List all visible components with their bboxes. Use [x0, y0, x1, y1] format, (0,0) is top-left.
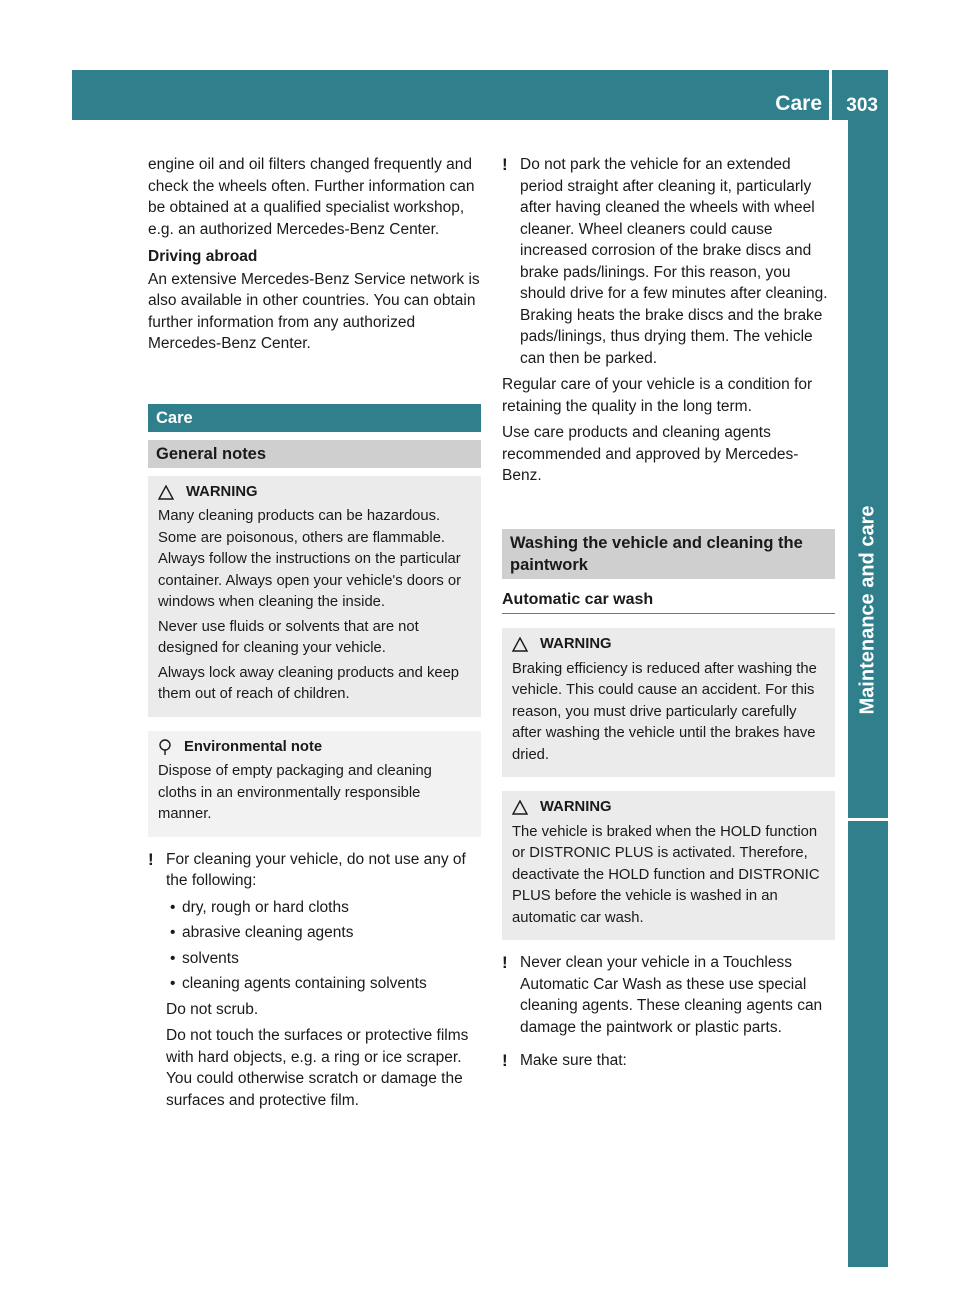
park-note-text: Do not park the vehicle for an extended period straight after cleaning it, particularly after having cleaned the wheels with wheel cleaner. Wheel cleaners could cause increased corrosion of the brake discs and brake pads/linings. For this reason, you should drive for a few minutes after cleaning. Braking heats the brake discs and the brake pads/linings, thus drying them. The vehicle can then be parked. — [520, 156, 828, 367]
warning-triangle-icon — [158, 485, 174, 500]
warning-title-row — [158, 482, 473, 504]
intro-paragraph: engine oil and oil filters changed frequently and check the wheels often. Further information can be obtained at a qualified specialist workshop, e.g. an authorized Mercedes-Benz Center. — [148, 156, 475, 238]
do-not-touch: Do not touch the surfaces or protective films with hard objects, e.g. a ring or ice scraper. You could otherwise scratch or damage the surfaces and protective film. — [166, 1027, 469, 1109]
warning-title-row — [512, 797, 827, 819]
general-notes-heading: General notes — [148, 440, 481, 468]
warning-title: WARNING — [186, 483, 258, 500]
warning-paragraph-3: Always lock away cleaning products and keep them out of reach of children. — [158, 664, 460, 702]
warning-title-row — [512, 634, 827, 656]
warning-triangle-icon — [512, 637, 528, 652]
automatic-car-wash-heading: Automatic car wash — [502, 589, 835, 615]
side-tab-label: Maintenance and care — [856, 505, 879, 715]
list-item: • abrasive cleaning agents — [166, 922, 481, 944]
warning-title: WARNING — [540, 799, 612, 815]
park-note — [502, 154, 835, 369]
warning-box — [502, 791, 835, 940]
list-item: • cleaning agents containing solvents — [166, 973, 481, 995]
warning-paragraph-1: Many cleaning products can be hazardous. Some are poisonous, others are flammable. Always follow the instructions on the particular container. Always open your vehicle's doors or windows when cleaning the inside. — [158, 508, 462, 610]
make-sure-text: Make sure that: — [520, 1052, 627, 1069]
environmental-note-box — [148, 731, 481, 837]
regular-care-text: Regular care of your vehicle is a condition for retaining the quality in the long term. — [502, 376, 813, 415]
left-column — [148, 154, 481, 1116]
warning-text: The vehicle is braked when the HOLD function or DISTRONIC PLUS is activated. Therefore, deactivate the HOLD function and DISTRONIC PLUS before the vehicle is washed in an automatic car wash. — [512, 823, 820, 926]
make-sure-note — [502, 1050, 835, 1072]
care-heading: Care — [148, 404, 481, 432]
driving-abroad-heading: Driving abroad — [148, 248, 258, 265]
touchless-note — [502, 952, 835, 1038]
warning-box — [148, 476, 481, 717]
environmental-note-title: Environmental note — [184, 738, 323, 755]
environmental-note-title-row — [158, 737, 473, 759]
warning-text: Braking efficiency is reduced after washing the vehicle. This could cause an accident. For this reason, you must drive particularly carefully after washing the vehicle until the brakes have dried. — [512, 660, 817, 763]
driving-abroad-text: An extensive Mercedes-Benz Service network is also available in other countries. You can obtain further information from any authorized Mercedes-Benz Center. — [148, 270, 480, 352]
cleaning-note-list — [166, 897, 481, 995]
washing-heading: Washing the vehicle and cleaning the paintwork — [502, 529, 835, 579]
warning-title: WARNING — [540, 636, 612, 652]
exclamation-icon: ! — [148, 849, 154, 869]
warning-box — [502, 628, 835, 777]
lightbulb-icon — [158, 739, 172, 756]
use-products-text: Use care products and cleaning agents recommended and approved by Mercedes-Benz. — [502, 424, 799, 484]
exclamation-icon: ! — [502, 953, 508, 972]
warning-triangle-icon — [512, 800, 528, 815]
header-divider — [829, 70, 832, 120]
touchless-note-text: Never clean your vehicle in a Touchless Automatic Car Wash as these use special cleaning agents. These cleaning agents can damage the paintwork or plastic parts. — [520, 954, 823, 1036]
do-not-scrub: Do not scrub. — [166, 1000, 259, 1018]
cleaning-note — [148, 849, 481, 1112]
list-item: • solvents — [166, 948, 481, 970]
right-column — [502, 154, 835, 1077]
section-title: Care — [775, 92, 822, 115]
page-number: 303 — [846, 95, 878, 116]
page-header — [72, 70, 888, 120]
warning-paragraph-2: Never use fluids or solvents that are not designed for cleaning your vehicle. — [158, 618, 419, 656]
exclamation-icon: ! — [502, 155, 508, 174]
exclamation-icon: ! — [502, 1051, 508, 1070]
cleaning-note-intro: For cleaning your vehicle, do not use any of the following: — [166, 850, 466, 889]
list-item: • dry, rough or hard cloths — [166, 897, 481, 919]
side-tab-divider — [848, 818, 888, 821]
environmental-note-text: Dispose of empty packaging and cleaning cloths in an environmentally responsible manner. — [158, 763, 432, 822]
